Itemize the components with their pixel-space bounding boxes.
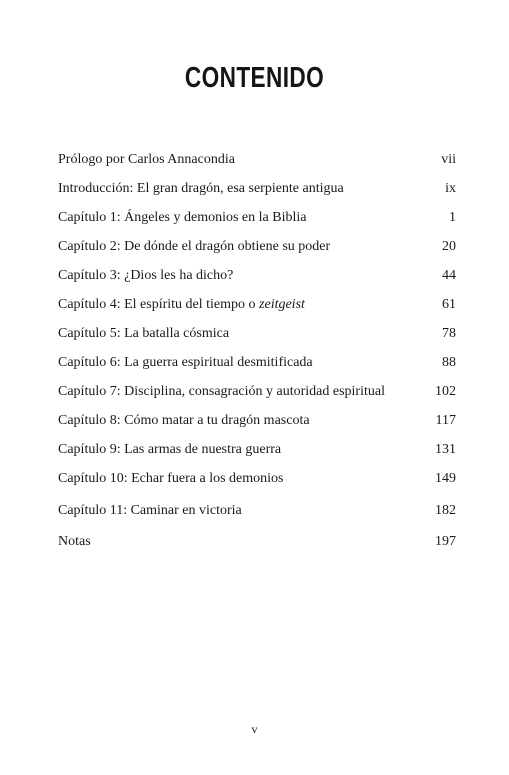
toc-entry-title: Capítulo 11: Caminar en victoria [58,503,242,518]
toc-entry-page: 88 [442,355,456,370]
toc-entry-chapter-7 [0,382,509,402]
toc-entry-title: Capítulo 7: Disciplina, consagración y autoridad espiritual [58,384,385,399]
page-number: v [251,722,258,736]
toc-entry-chapter-8 [0,411,509,431]
toc-entry-chapter-1 [0,208,509,228]
toc-entry-page: 197 [435,534,456,549]
toc-entry-page: 131 [435,442,456,457]
toc-entry-page: vii [441,152,456,167]
toc-entry-page: 44 [442,268,456,283]
toc-entry-title: Capítulo 6: La guerra espiritual desmitificada [58,355,313,370]
toc-entry-title: Capítulo 5: La batalla cósmica [58,326,230,341]
toc-entry-chapter-3 [0,266,509,286]
toc-entry-title: Capítulo 8: Cómo matar a tu dragón mascota [58,413,310,428]
toc-entry-page: 20 [442,239,456,254]
toc-entry-page: 78 [442,326,456,341]
toc-entry-title: Capítulo 10: Echar fuera a los demonios [58,471,284,486]
toc-entry-chapter-4 [0,295,509,315]
toc-entry-page: 1 [449,210,456,225]
toc-entry-page: 149 [435,471,456,486]
toc-entry-page: 102 [435,384,456,399]
toc-entry-chapter-6 [0,353,509,373]
page-title: CONTENIDO [184,62,325,94]
toc-entry-title: Capítulo 1: Ángeles y demonios en la Biblia [58,210,307,225]
toc-entry-title: Capítulo 3: ¿Dios les ha dicho? [58,268,234,283]
toc-entry-chapter-10 [0,469,509,489]
toc-entry-title: Prólogo por Carlos Annacondia [58,152,235,167]
toc-entry-introduction [0,179,509,199]
toc-entry-title-italic: zeitgeist [259,297,305,312]
toc-entry-title [58,295,305,315]
toc-entry-notes [0,532,509,552]
toc-entry-chapter-5 [0,324,509,344]
toc-entry-page: 182 [435,503,456,518]
toc-entry-page: ix [445,181,456,196]
toc-entry-title: Capítulo 2: De dónde el dragón obtiene su poder [58,239,331,254]
toc-entry-page: 61 [442,297,456,312]
toc-entry-title-roman: Capítulo 4: El espíritu del tiempo o [58,297,260,312]
toc-entry-title: Introducción: El gran dragón, esa serpiente antigua [58,181,344,196]
toc-entry-prologue [0,150,509,170]
toc-entry-page: 117 [435,413,456,428]
toc-entry-chapter-2 [0,237,509,257]
toc-entry-chapter-11 [0,501,509,521]
toc-entry-chapter-9 [0,440,509,460]
toc-entry-title: Capítulo 9: Las armas de nuestra guerra [58,442,282,457]
toc-entry-title: Notas [58,534,91,549]
